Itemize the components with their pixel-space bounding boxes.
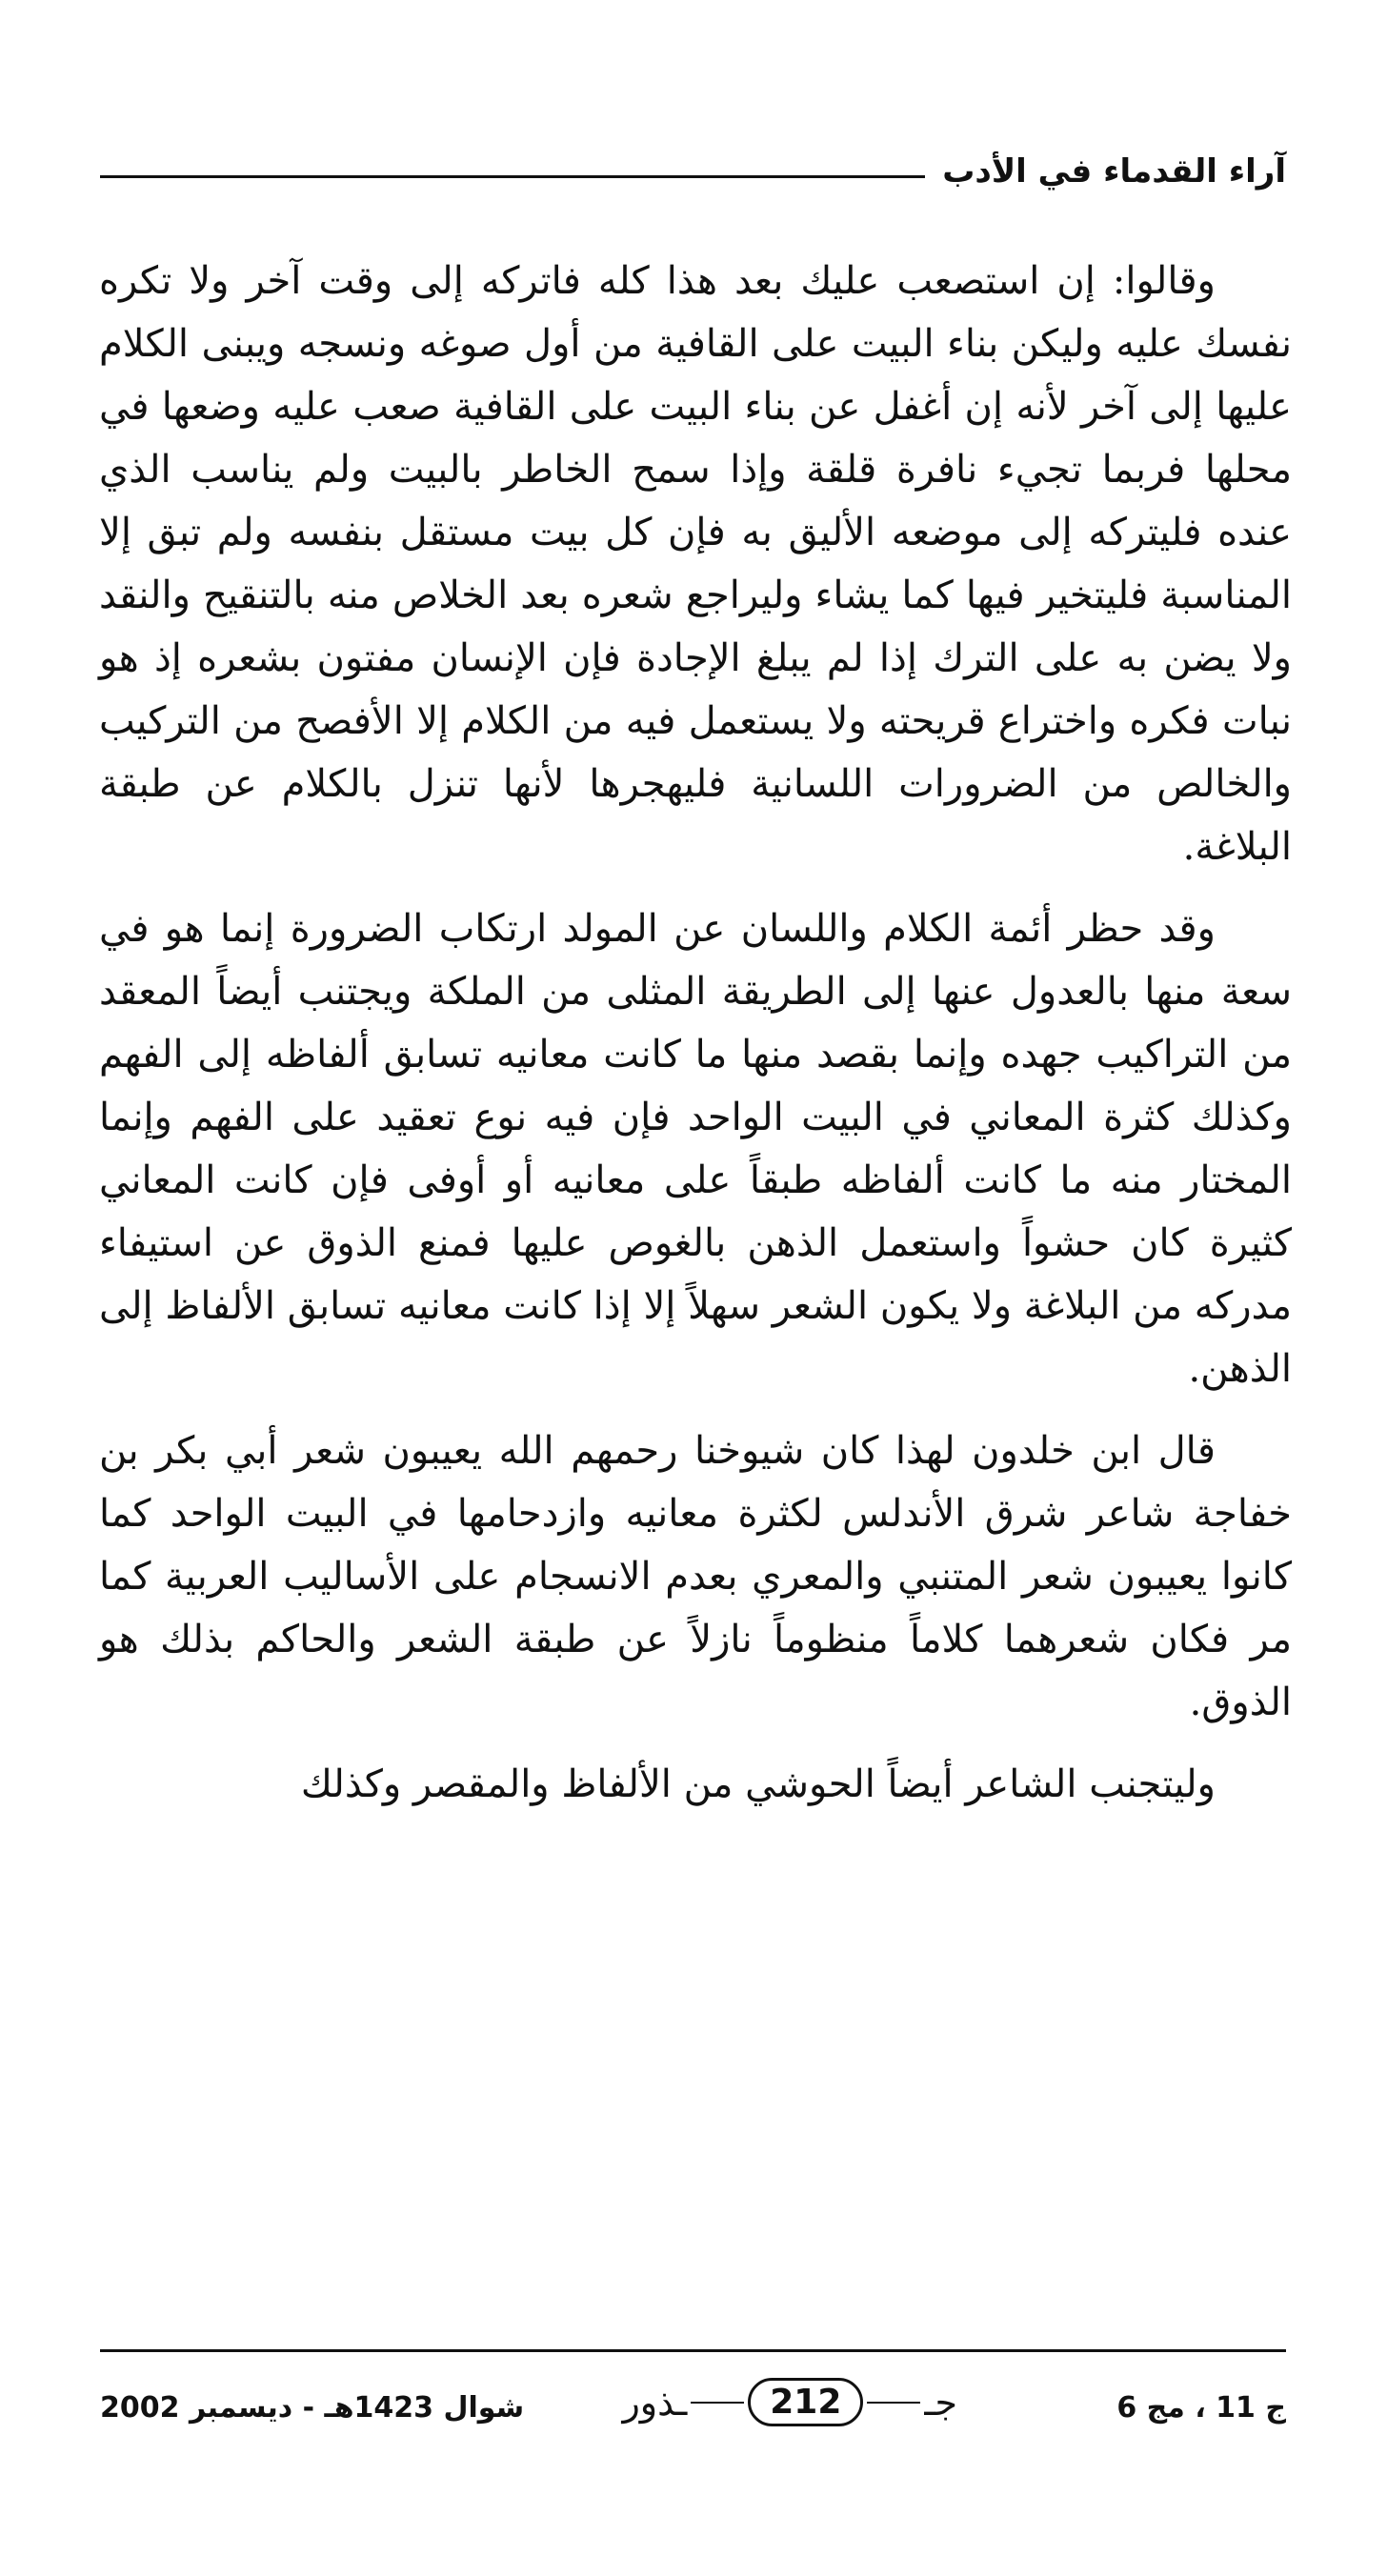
- volume-label: ج 11 ، مج 6: [1116, 2391, 1286, 2425]
- page-number: 212: [748, 2378, 863, 2426]
- header-rule: [100, 175, 925, 178]
- journal-name-end: ـذور: [622, 2381, 688, 2424]
- paragraph: وليتجنب الشاعر أيضاً الحوشي من الألفاظ والمقصر وكذلك: [300, 1762, 1216, 1806]
- journal-dash: [867, 2402, 920, 2404]
- header-title: آراء القدماء في الأدب: [942, 152, 1286, 191]
- journal-name-start: جـ: [924, 2381, 957, 2424]
- journal-logo: [622, 2378, 957, 2426]
- footer-rule: [100, 2349, 1286, 2352]
- paragraph: وقد حظر أئمة الكلام واللسان عن المولد ارتكاب الضرورة إنما هو في سعة منها بالعدول عنها إلى الطريقة المثلى من الملكة ويجتنب أيضاً المعقد من التراكيب جهده وإنما بقصد منها ما كانت معانيه تسابق ألفاظه إلى الفهم وكذلك كثرة المعاني في البيت الواحد فإن فيه نوع تعقيد على الفهم وإنما المختار منه ما كانت ألفاظه طبقاً على معانيه أو أوفى فإن كانت المعاني كثيرة كان حشواً واستعمل الذهن بالغوص عليها فمنع الذوق عن استيفاء مدركه من البلاغة ولا يكون الشعر سهلاً إلا إذا كانت معانيه تسابق الألفاظ إلى الذهن.: [99, 907, 1292, 1391]
- journal-dash: [691, 2402, 744, 2404]
- paragraph: وقالوا: إن استصعب عليك بعد هذا كله فاتركه إلى وقت آخر ولا تكره نفسك عليه وليكن بناء البيت على القافية من أول صوغه ونسجه ويبنى الكلام عليها إلى آخر لأنه إن أغفل عن بناء البيت على القافية صعب عليه وضعها في محلها فربما تجيء نافرة قلقة وإذا سمح الخاطر بالبيت ولم يناسب الذي عنده فليتركه إلى موضعه الأليق به فإن كل بيت مستقل بنفسه ولم تبق إلا المناسبة فليتخير فيها كما يشاء وليراجع شعره بعد الخلاص منه بالتنقيح والنقد ولا يضن به على الترك إذا لم يبلغ الإجادة فإن الإنسان مفتون بشعره إذ هو نبات فكره واختراع قريحته ولا يستعمل فيه من الكلام إلا الأفصح من التركيب والخالص من الضرورات اللسانية فليهجرها لأنها تنزل بالكلام عن طبقة البلاغة.: [99, 259, 1292, 869]
- issue-date: شوال 1423هـ - ديسمبر 2002: [100, 2391, 525, 2425]
- body-text: [99, 250, 1292, 1835]
- running-header: [100, 143, 1286, 200]
- paragraph: قال ابن خلدون لهذا كان شيوخنا رحمهم الله يعيبون شعر أبي بكر بن خفاجة شاعر شرق الأندلس لكثرة معانيه وازدحامها في البيت الواحد كما كانوا يعيبون شعر المتنبي والمعري بعدم الانسجام على الأساليب العربية كما مر فكان شعرهما كلاماً منظوماً نازلاً عن طبقة الشعر والحاكم بذلك هو الذوق.: [99, 1429, 1292, 1724]
- page-footer: [100, 2372, 1286, 2439]
